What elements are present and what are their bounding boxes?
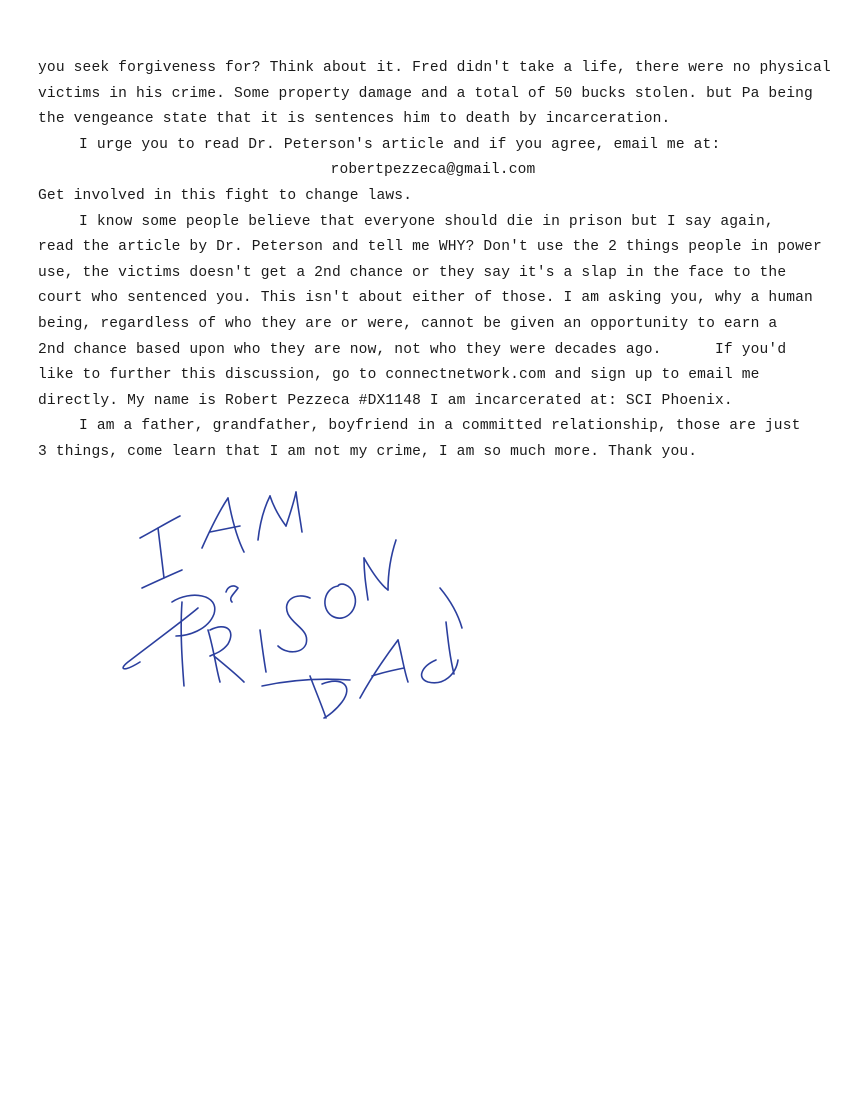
letter-line: court who sentenced you. This isn't about either of those. I am asking you, why a human <box>38 290 813 307</box>
letter-line: use, the victims doesn't get a 2nd chance or they say it's a slap in the face to the <box>38 264 787 281</box>
letter-line: 2nd chance based upon who they are now, not who they were decades ago. If you'd <box>38 341 787 358</box>
letter-line: you seek forgiveness for? Think about it. Fred didn't take a life, there were no physical <box>38 60 831 76</box>
letter-line: read the article by Dr. Peterson and tell me WHY? Don't use the 2 things people in power <box>38 239 822 256</box>
letter-line: 3 things, come learn that I am not my crime, I am so much more. Thank you. <box>38 443 698 460</box>
letter-line: Get involved in this fight to change laws. <box>38 187 413 204</box>
email-address: robertpezzeca@gmail.com <box>330 162 536 179</box>
letter-line: victims in his crime. Some property damage and a total of 50 bucks stolen. but Pa being <box>38 85 813 102</box>
letter-line: I know some people believe that everyone should die in prison but I say again, <box>79 213 774 230</box>
letter-line: being, regardless of who they are or were, cannot be given an opportunity to earn a <box>38 315 778 332</box>
handwritten-signature <box>110 490 490 730</box>
letter-line: I urge you to read Dr. Peterson's article and if you agree, email me at: <box>79 136 721 153</box>
letter-line: like to further this discussion, go to connectnetwork.com and sign up to email me <box>38 367 760 384</box>
letter-line: directly. My name is Robert Pezzeca #DX1148 I am incarcerated at: SCI Phoenix. <box>38 392 733 409</box>
handwriting-drawing <box>110 490 490 730</box>
letter-body <box>38 56 831 466</box>
letter-line: I am a father, grandfather, boyfriend in a committed relationship, those are just <box>79 418 801 435</box>
letter-line: the vengeance state that it is sentences him to death by incarceration. <box>38 111 671 128</box>
